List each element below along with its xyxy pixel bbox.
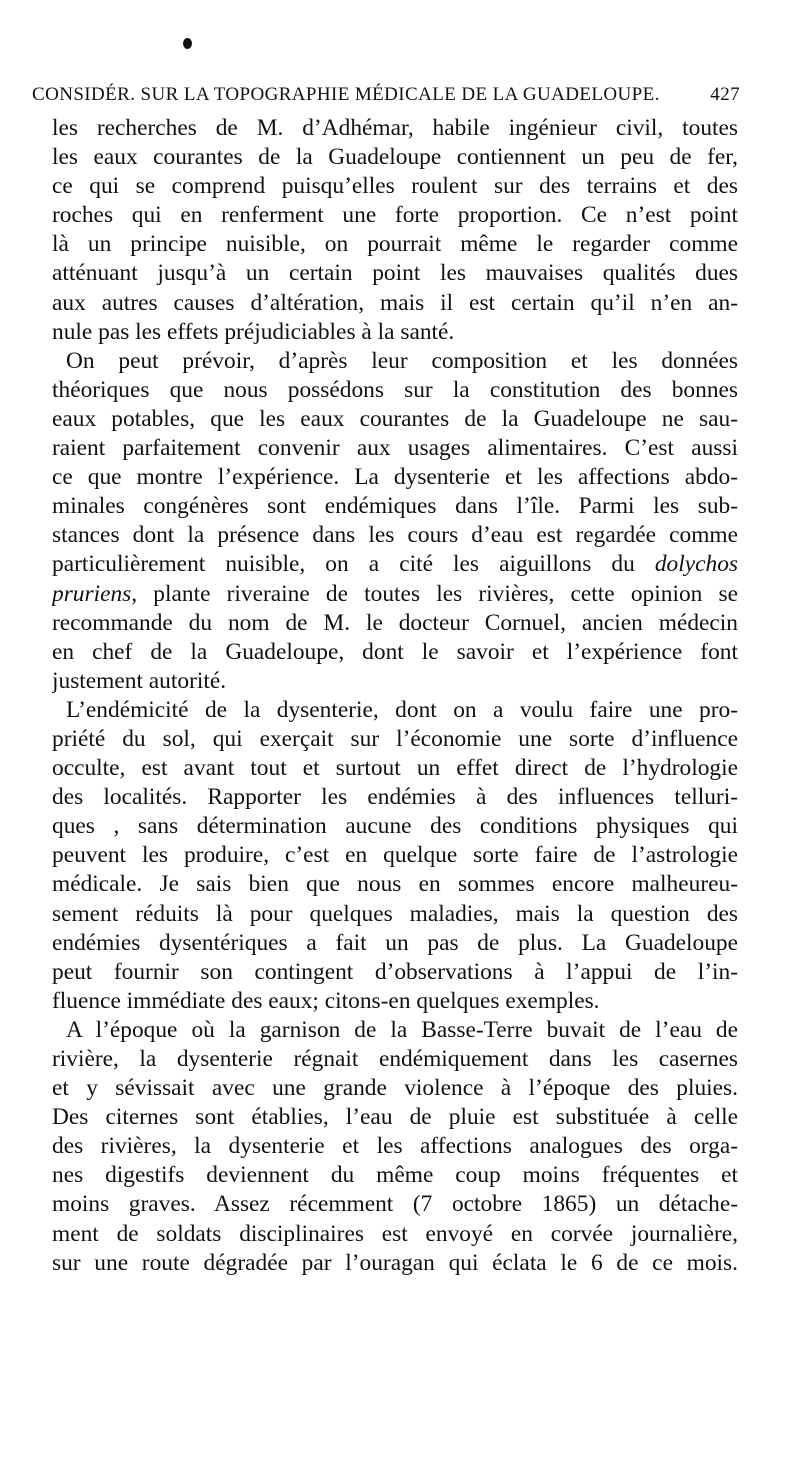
text-line: peut fournir son contingent d’observations à l’appui de l’in- <box>52 958 738 985</box>
text-line: médicale. Je sais bien que nous en sommes encore malheureu- <box>52 871 738 898</box>
text-line: ques , sans détermination aucune des conditions physiques qui <box>52 813 738 840</box>
text-line: recommande du nom de M. le docteur Cornuel, ancien médecin <box>52 609 738 636</box>
text-line: L’endémicité de la dysenterie, dont on a voulu faire une pro- <box>66 696 738 723</box>
text-line: peuvent les produire, c’est en quelque sorte faire de l’astrologie <box>52 842 738 869</box>
text-line: ment de soldats disciplinaires est envoyé en corvée journalière, <box>52 1220 738 1247</box>
text-line: et y sévissait avec une grande violence à l’époque des pluies. <box>52 1075 738 1102</box>
text-line: Des citernes sont établies, l’eau de pluie est substituée à celle <box>52 1104 738 1131</box>
text-line: occulte, est avant tout et surtout un effet direct de l’hydrologie <box>52 755 738 782</box>
text-line: On peut prévoir, d’après leur composition et les données <box>66 347 738 374</box>
text-line: priété du sol, qui exerçait sur l’économie une sorte d’influence <box>52 725 738 752</box>
text-line: nule pas les effets préjudiciables à la santé. <box>52 318 455 345</box>
text-line: roches qui en renferment une forte proportion. Ce n’est point <box>52 202 738 229</box>
running-title: CONSIDÉR. SUR LA TOPOGRAPHIE MÉDICALE DE LA GUADELOUPE. <box>32 84 660 105</box>
text-line: justement autorité. <box>52 667 227 694</box>
ink-dot <box>183 38 192 49</box>
text-line: eaux potables, que les eaux courantes de la Guadeloupe ne sau- <box>52 405 738 432</box>
text-line: stances dont la présence dans les cours d’eau est regardée comme <box>52 522 738 549</box>
text-line: sur une route dégradée par l’ouragan qui éclata le 6 de ce mois. <box>52 1249 738 1276</box>
text-line: théoriques que nous possédons sur la constitution des bonnes <box>52 376 738 403</box>
running-header <box>32 84 740 110</box>
text-line: ce que montre l’expérience. La dysenterie et les affections abdo- <box>52 464 738 491</box>
page-number: 427 <box>710 84 740 105</box>
text-line: les recherches de M. d’Adhémar, habile ingénieur civil, toutes <box>52 115 738 141</box>
text-line: endémies dysentériques a fait un pas de plus. La Guadeloupe <box>52 929 738 956</box>
text-line: ce qui se comprend puisqu’elles roulent sur des terrains et des <box>52 173 738 200</box>
text-line: des localités. Rapporter les endémies à des influences telluri- <box>52 784 738 811</box>
text-line: des rivières, la dysenterie et les affections analogues des orga- <box>52 1133 738 1160</box>
text-line: moins graves. Assez récemment (7 octobre 1865) un détache- <box>52 1191 738 1218</box>
text-line: pruriens, plante riveraine de toutes les rivières, cette opinion se <box>52 580 738 607</box>
text-line: A l’époque où la garnison de la Basse-Terre buvait de l’eau de <box>66 1016 738 1043</box>
text-line: nes digestifs deviennent du même coup moins fréquentes et <box>52 1162 738 1189</box>
text-line: fluence immédiate des eaux; citons-en quelques exemples. <box>52 987 600 1014</box>
text-line: sement réduits là pour quelques maladies, mais la question des <box>52 900 738 927</box>
text-line: rivière, la dysenterie régnait endémiquement dans les casernes <box>52 1046 738 1072</box>
text-line: minales congénères sont endémiques dans l’île. Parmi les sub- <box>52 493 738 520</box>
text-line: là un principe nuisible, on pourrait même le regarder comme <box>52 231 738 258</box>
text-line: atténuant jusqu’à un certain point les mauvaises qualités dues <box>52 260 738 287</box>
text-line: en chef de la Guadeloupe, dont le savoir et l’expérience font <box>52 638 738 665</box>
text-line: raient parfaitement convenir aux usages alimentaires. C’est aussi <box>52 435 738 462</box>
text-line: les eaux courantes de la Guadeloupe contiennent un peu de fer, <box>52 144 738 171</box>
text-line: aux autres causes d’altération, mais il est certain qu’il n’en an- <box>52 289 738 316</box>
body-text <box>52 114 738 1278</box>
text-line: particulièrement nuisible, on a cité les aiguillons du dolychos <box>52 551 738 578</box>
